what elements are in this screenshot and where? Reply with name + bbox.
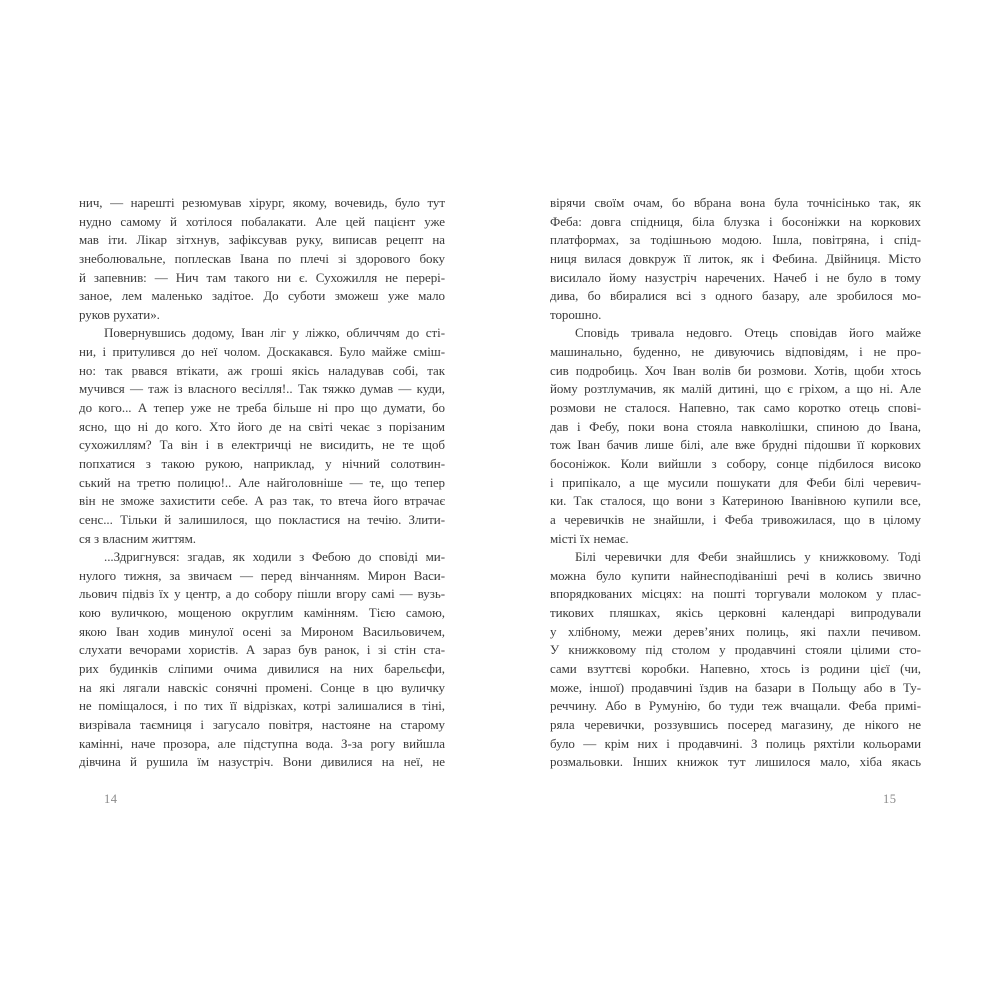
text-line: і припікало, а ще мусили пошукати для Феби білі черевич-: [550, 474, 921, 490]
text-line: мучився — таж із власного весілля!.. Так тяжко думав — куди,: [79, 381, 445, 397]
text-line: якою Іван ходив минулої осені за Мироном Васильовичем,: [79, 623, 445, 639]
text-line: нудно самому й хотілося побалакати. Але цей пацієнт уже: [79, 213, 445, 229]
text-line: реччину. Або в Румунію, бо туди теж вчащали. Феба примі-: [550, 698, 921, 714]
text-line: льович підвіз їх у центр, а до собору пішли вгору самі — вузь-: [79, 586, 445, 602]
text-line: машинально, буденно, не дивуючись відповідям, і не про-: [550, 344, 921, 360]
text-line: платформах, за тодішньою модою. Ішла, повітряна, і спід-: [550, 232, 921, 248]
text-line: торошно.: [550, 306, 602, 322]
text-line: дав і Фебу, поки вона стояла навколішки, спиною до Івана,: [550, 418, 921, 434]
page-left-number: 14: [104, 792, 118, 806]
text-line: у хлібному, межи дерев’яних полиць, які пахли печивом.: [550, 623, 921, 639]
text-line: У книжковому під столом у продавчині стояли цілими сто-: [550, 642, 921, 658]
text-line: ясно, що ні до кого. Хто його де на світі чекає з порізаним: [79, 418, 445, 434]
text-line: но: так рвався втікати, аж гроші якісь наладував собі, так: [79, 362, 445, 378]
text-line: вірячи своїм очам, бо вбрана вона була точнісінько так, як: [550, 195, 921, 210]
text-line: попхатися з такою рукою, наприклад, у нічний солотвин-: [79, 455, 445, 471]
text-line: камінні, наче прозора, але підступна вода. З-за рогу вийшла: [79, 735, 445, 751]
text-line: було — крім них і продавчині. З полиць ряхтіли кольорами: [550, 735, 921, 751]
text-line: тикових пляшках, якісь церковні календарі випродували: [550, 605, 921, 621]
page-right-text: [550, 194, 921, 772]
page-left-text: [79, 194, 445, 772]
text-line: тож Іван бачив лише білі, але вже брудні підошви її коркових: [550, 437, 921, 453]
text-line: Білі черевички для Феби знайшлись у книжковому. Тоді: [575, 549, 921, 565]
text-line: Феба: довга спідниця, біла блузка і босоніжки на коркових: [550, 213, 921, 229]
text-line: визрівала таємниця і загусало повітря, настояне на старому: [79, 716, 445, 732]
text-line: ський на третю полицю!.. Але найголовніше — те, що тепер: [79, 474, 445, 490]
text-line: слухати вечорами хористів. А зараз був ранок, і зі стін ста-: [79, 642, 445, 658]
text-line: ся з власним життям.: [79, 530, 196, 546]
text-line: йому розтлумачив, як малій дитині, що є гріхом, а що ні. Але: [550, 381, 921, 397]
text-line: Сповідь тривала недовго. Отець сповідав його майже: [575, 325, 921, 341]
text-line: розмальовки. Інших книжок тут лишилося мало, хіба якась: [550, 754, 921, 770]
text-line: босоніжок. Коли вийшли з собору, сонце підбилося високо: [550, 455, 921, 471]
text-line: ки. Так сталося, що вони з Катериною Іванівною купили все,: [550, 493, 921, 509]
text-line: а черевичків не знайшли, і Феба тривожилася, що в цілому: [550, 511, 921, 527]
text-line: можна було купити найнесподіваніші речі в колись звично: [550, 567, 921, 583]
text-line: нулого тижня, за звичаєм — перед вінчанням. Мирон Васи-: [79, 567, 445, 583]
text-line: ...Здригнувся: згадав, як ходили з Фебою до сповіді ми-: [104, 549, 445, 565]
text-line: сами взуттєві коробки. Напевно, хтось із родини цієї (чи,: [550, 661, 921, 677]
text-line: сенс... Тільки й залишилося, що покластися на течію. Злити-: [79, 511, 445, 527]
text-line: висилало йому назустріч наречених. Начеб і не було в тому: [550, 269, 921, 285]
text-line: ряла черевички, роззувшись посеред магазину, де нікого не: [550, 716, 921, 732]
text-line: розмови не сталося. Напевно, так само коротко отець спові-: [550, 400, 921, 416]
text-line: впорядкованих місцях: на пошті торгували молоком у плас-: [550, 586, 921, 602]
text-line: нич, — нарешті резюмував хірург, якому, вочевидь, було тут: [79, 195, 445, 210]
text-line: дівчина й рушила їм назустріч. Вони дивилися на неї, не: [79, 754, 445, 770]
text-line: Повернувшись додому, Іван ліг у ліжко, обличчям до сті-: [104, 325, 445, 341]
text-line: може, іншої) продавчині їздив на базари в Польщу або в Ту-: [550, 679, 921, 695]
text-line: він не зможе захистити себе. А раз так, то втеча його втрачає: [79, 493, 445, 509]
text-line: ниця вилася довкруж її литок, як і Фебина. Двійниця. Місто: [550, 250, 921, 266]
text-line: мав іти. Лікар зітхнув, зафіксував руку, виписав рецепт на: [79, 232, 445, 248]
text-line: руков рухати».: [79, 306, 160, 322]
text-line: знеболювальне, поплескав Івана по плечі зі здорового боку: [79, 250, 445, 266]
text-line: сухожиллям? Та він і в електричці не висидить, не те щоб: [79, 437, 445, 453]
text-line: й запевнив: — Нич там такого ни є. Сухожилля не перері-: [79, 269, 445, 285]
page-right-number: 15: [883, 792, 897, 806]
text-line: рих будинків сліпими очима дивилися на них барельєфи,: [79, 661, 445, 677]
text-line: не поміщалося, і по тих її відрізках, котрі залишалися в тіні,: [79, 698, 445, 714]
text-line: місті їх немає.: [550, 530, 629, 546]
text-line: кою вуличкою, мощеною округлим камінням. Тією самою,: [79, 605, 445, 621]
text-line: до кого... А тепер уже не треба більше ні про що думати, бо: [79, 400, 445, 416]
text-line: заное, лем маленько задітое. До суботи зможеш уже мало: [79, 288, 445, 304]
text-line: сив подробиць. Хоч Іван волів би розмови. Хотів, щоби хтось: [550, 362, 921, 378]
text-line: на які лягали навскіс сонячні промені. Сонце в цю вуличку: [79, 679, 445, 695]
text-line: ни, і притулився до неї чолом. Доскакався. Було майже сміш-: [79, 344, 445, 360]
text-line: дива, бо вбиралися всі з одного базару, але зробилося мо-: [550, 288, 921, 304]
